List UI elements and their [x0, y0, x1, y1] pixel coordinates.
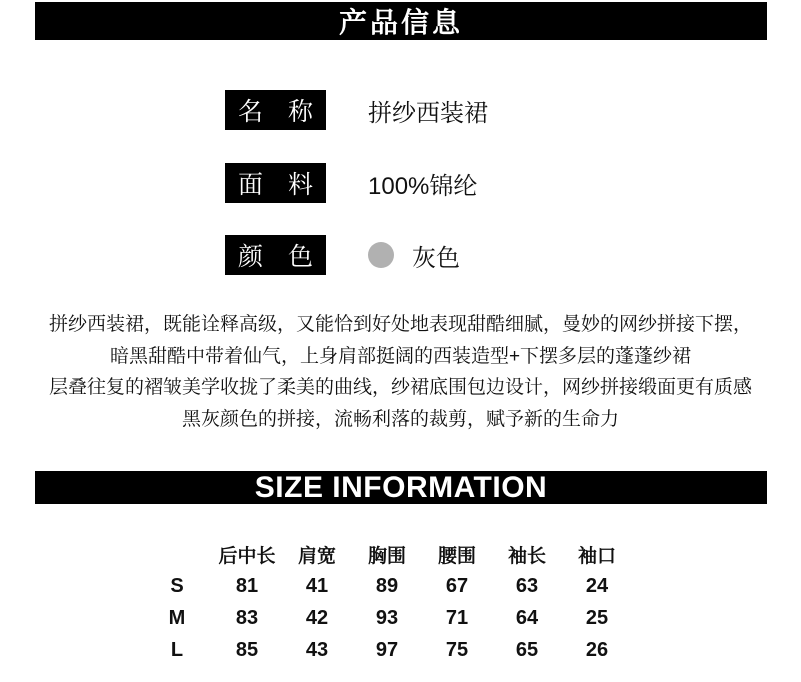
- column-header-back-length: 后中长: [218, 545, 276, 567]
- color-label-box: 颜 色: [225, 235, 326, 275]
- description-line-3: 层叠往复的褶皱美学收拢了柔美的曲线，纱裙底围包边设计，网纱拼接缎面更有质感: [48, 377, 752, 398]
- size-label: L: [170, 638, 184, 661]
- column-header-sleeve-length: 袖长: [507, 545, 546, 567]
- cell-value: 64: [515, 606, 539, 629]
- cell-value: 65: [515, 638, 539, 661]
- cell-value: 43: [305, 638, 329, 661]
- cell-value: 25: [585, 606, 609, 629]
- cell-value: 89: [375, 574, 399, 597]
- color-value: 灰色: [412, 244, 460, 272]
- cell-value: 75: [445, 638, 469, 661]
- description-line-4: 黑灰颜色的拼接，流畅利落的裁剪，赋予新的生命力: [181, 408, 619, 430]
- cell-value: 83: [235, 606, 259, 629]
- cell-value: 93: [375, 606, 399, 629]
- description-line-2: 暗黑甜酷中带着仙气，上身肩部挺阔的西装造型+下摆多层的蓬蓬纱裙: [109, 345, 692, 367]
- size-info-title: SIZE INFORMATION: [254, 470, 548, 504]
- size-table: [142, 538, 632, 666]
- cell-value: 42: [305, 606, 329, 629]
- size-table-row-m: [142, 602, 632, 634]
- cell-value: 71: [445, 606, 469, 629]
- name-value: 拼纱西装裙: [368, 99, 488, 127]
- name-label-box: 名 称: [225, 90, 326, 130]
- size-label: M: [168, 606, 186, 629]
- cell-value: 41: [305, 574, 329, 597]
- column-header-bust: 胸围: [367, 545, 406, 567]
- color-value-row: [368, 235, 460, 275]
- cell-value: 24: [585, 574, 609, 597]
- size-table-header-row: [142, 538, 632, 570]
- cell-value: 97: [375, 638, 399, 661]
- product-info-header-bar: [35, 2, 767, 40]
- column-header-shoulder: 肩宽: [297, 545, 336, 567]
- size-table-row-l: [142, 634, 632, 666]
- cell-value: 85: [235, 638, 259, 661]
- cell-value: 67: [445, 574, 469, 597]
- cell-value: 81: [235, 574, 259, 597]
- column-header-waist: 腰围: [437, 545, 476, 567]
- product-description: [0, 309, 801, 435]
- cell-value: 26: [585, 638, 609, 661]
- fabric-value: 100%锦纶: [368, 172, 478, 200]
- gray-color-swatch-icon: [368, 242, 394, 268]
- size-table-row-s: [142, 570, 632, 602]
- column-header-cuff: 袖口: [577, 545, 616, 567]
- size-info-header-bar: [35, 471, 767, 504]
- description-line-1: 拼纱西装裙，既能诠释高级，又能恰到好处地表现甜酷细腻，曼妙的网纱拼接下摆，: [48, 314, 752, 335]
- size-label: S: [170, 574, 184, 597]
- product-info-title: 产品信息: [338, 7, 463, 38]
- cell-value: 63: [515, 574, 539, 597]
- fabric-label-box: 面 料: [225, 163, 326, 203]
